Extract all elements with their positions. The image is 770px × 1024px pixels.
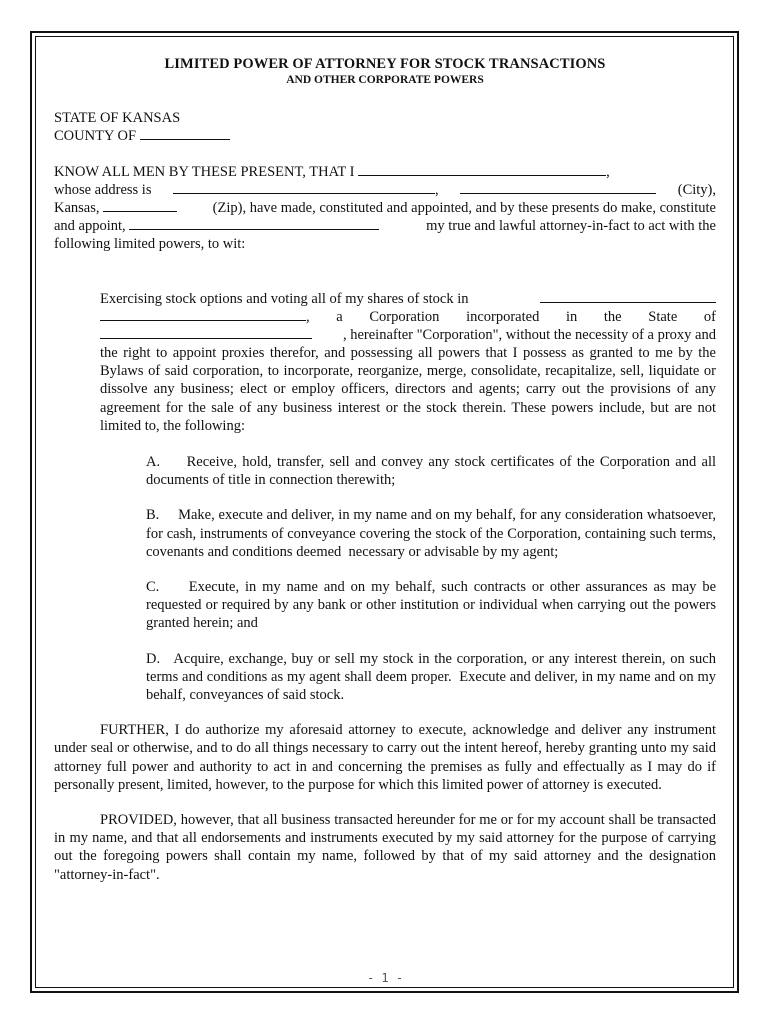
power-item-b: B. Make, execute and deliver, in my name and on my behalf, for any consideration whatsoever, for cash, instruments of conveyance covering the stock of the Corporation, containing such terms, covenants and conditions deemed necessary or advisable by my agent;	[146, 507, 720, 560]
following-line: following limited powers, to wit:	[54, 236, 246, 252]
exercising-line3	[100, 326, 716, 344]
exercising-section	[100, 290, 720, 704]
zip-blank[interactable]	[103, 199, 177, 212]
provided-paragraph: PROVIDED, however, that all business transacted hereunder for me or for my account shall be transacted in my name, and that all endorsements and instruments executed by my said attorney for the purpose of carrying out the foregoing powers shall contain my name, followed by that of my said attorney and the designation "attorney-in-fact".	[54, 812, 716, 883]
further-paragraph: FURTHER, I do authorize my aforesaid attorney to execute, acknowledge and deliver any instrument under seal or otherwise, and to do all things necessary to carry out the intent hereof, hereby granting unto my said attorney full power and authority to act in and concerning the premises as fully and effectually as I may do if personally present, limited, however, to the purpose for which this limited power of attorney is executed.	[54, 722, 716, 793]
document-page	[54, 55, 720, 884]
address-blank[interactable]	[173, 181, 435, 194]
county-blank[interactable]	[140, 127, 230, 140]
word-in: in	[565, 309, 578, 325]
page-number: - 1 -	[366, 971, 404, 985]
city-blank[interactable]	[460, 181, 656, 194]
document-subtitle: AND OTHER CORPORATE POWERS	[286, 74, 484, 86]
exercising-rest: the right to appoint proxies therefor, and possessing all powers that I possess as granted to me by the Bylaws of said corporation, to incorporate, reorganize, merge, consolidate, recapitalize, sell, liquidate or dissolve any business; elect or employ officers, directors and agents; carry out the provisions of any agreement for the sale of any business interest or the stock therein. These powers include, but are not limited to, the following:	[100, 345, 716, 434]
word-incorporated: incorporated	[466, 309, 540, 325]
word-state: State	[648, 309, 678, 325]
zip-line	[54, 199, 716, 217]
know-all-text: KNOW ALL MEN BY THESE PRESENT, THAT I	[54, 164, 355, 180]
attorney-name-blank[interactable]	[129, 217, 379, 230]
know-all-line: KNOW ALL MEN BY THESE PRESENT, THAT I ,	[54, 164, 610, 180]
zip-text: (Zip), have made, constituted and appointed, and by these presents do make, constitute	[212, 200, 716, 216]
whose-address-text: whose address is	[54, 182, 152, 198]
word-a: a	[336, 309, 343, 325]
county-label: COUNTY OF	[54, 128, 137, 144]
corporation-name-blank[interactable]	[100, 308, 306, 321]
appoint-line	[54, 217, 716, 235]
exercising-line2: , a Corporation incorporated in the State of	[100, 308, 716, 326]
state-of-incorporation-blank[interactable]	[100, 326, 312, 339]
word-corporation: Corporation	[369, 309, 440, 325]
document-title: LIMITED POWER OF ATTORNEY FOR STOCK TRANSACTIONS	[164, 56, 606, 72]
stock-company-blank[interactable]	[540, 290, 716, 303]
power-item-d: D. Acquire, exchange, buy or sell my stock in the corporation, or any interest therein, on such terms and conditions as my agent shall deem proper. Execute and deliver, in my name and on my behalf, conveyances of said stock.	[146, 650, 720, 704]
address-line: whose address is , (City),	[54, 182, 716, 198]
county-line	[54, 127, 716, 145]
exercising-line1	[100, 290, 716, 308]
word-the: the	[603, 309, 622, 325]
city-label: (City),	[677, 182, 716, 198]
state-line: STATE OF KANSAS	[54, 110, 181, 126]
word-of: of	[703, 309, 716, 325]
powers-list	[146, 435, 720, 704]
grantor-name-blank[interactable]	[358, 163, 606, 176]
and-appoint-text: and appoint,	[54, 218, 126, 234]
power-item-c: C. Execute, in my name and on my behalf, such contracts or other assurances as may be requested or required by any bank or other institution or individual when carrying out the powers granted herein; and	[146, 579, 720, 632]
exercising-text: Exercising stock options and voting all of my shares of stock in	[100, 291, 469, 307]
true-attorney-text: my true and lawful attorney-in-fact to act with the	[426, 218, 716, 234]
kansas-text: Kansas,	[54, 200, 100, 216]
hereinafter-text: , hereinafter "Corporation", without the necessity of a proxy and	[342, 327, 716, 343]
power-item-a: A. Receive, hold, transfer, sell and convey any stock certificates of the Corporation and all documents of title in connection therewith;	[146, 454, 720, 489]
